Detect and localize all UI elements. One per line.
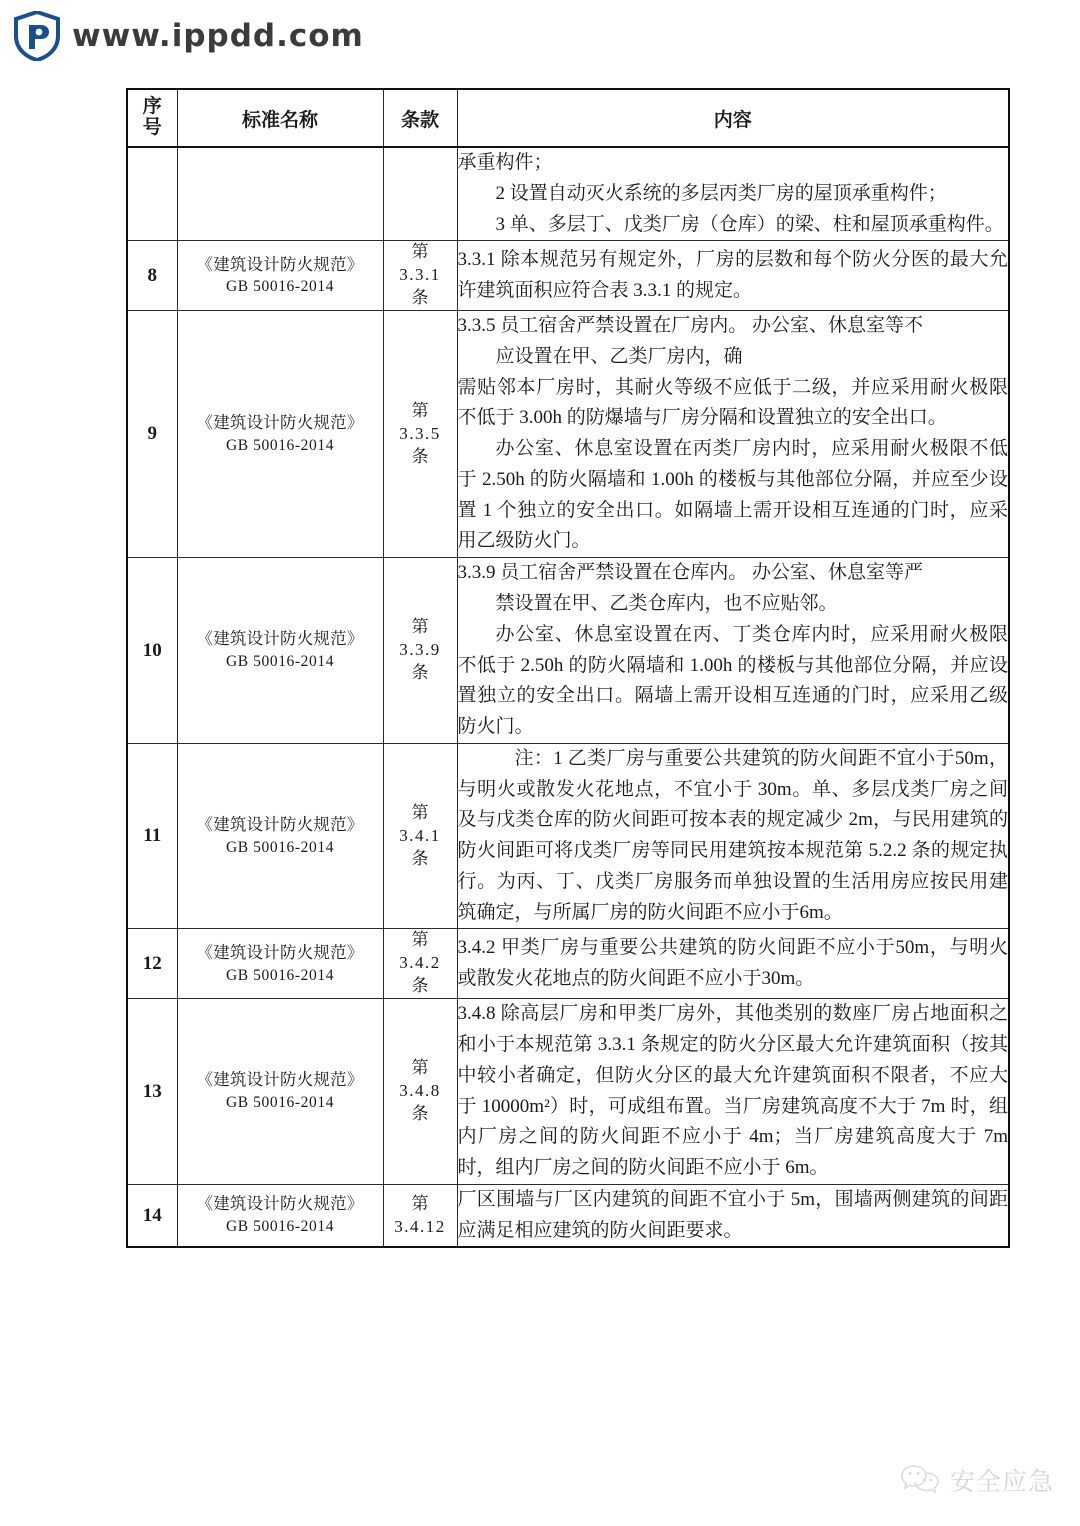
- row-sequence-number: 13: [127, 999, 177, 1185]
- content-paragraph: 注：1 乙类厂房与重要公共建筑的防火间距不宜小于50m，与明火或散发火花地点，不宜小于 30m。单、多层戊类厂房之间及与戊类仓库的防火间距可按本表的规定减少 2m，与民用建筑的防火间距可将戊类厂房等同民用建筑按本规范第 5.2.2 条的规定执行。为丙、丁、戊类厂房服务而单独设置的生活用房应按民用建筑确定，与所属厂房的防火间距不应小于6m。: [457, 747, 1008, 923]
- table-row: [127, 743, 1009, 929]
- row-sequence-number: [127, 147, 177, 241]
- shield-p-logo-icon: [14, 11, 60, 61]
- row-sequence-number: 14: [127, 1184, 177, 1247]
- row-clause-reference: [383, 311, 457, 558]
- standard-title: 《建筑设计防火规范》: [196, 254, 364, 274]
- standard-code: GB 50016-2014: [225, 966, 335, 984]
- content-paragraph: 2 设置自动灭火系统的多层丙类厂房的屋顶承重构件；: [495, 182, 947, 204]
- clause-prefix: 第: [411, 242, 429, 262]
- row-standard-name: [177, 743, 383, 929]
- row-clause-reference: [383, 147, 457, 241]
- row-content: [457, 241, 1009, 311]
- clause-prefix: 第: [411, 802, 429, 822]
- row-clause-reference: [383, 999, 457, 1185]
- site-brand-bar: [0, 0, 1080, 72]
- table-row: [127, 929, 1009, 999]
- content-paragraph: 需贴邻本厂房时，其耐火等级不应低于二级，并应采用耐火极限不低于 3.00h 的防爆墙与厂房分隔和设置独立的安全出口。: [457, 376, 1008, 429]
- clause-prefix: 第: [411, 617, 429, 637]
- row-content: [457, 743, 1009, 929]
- header-seq-line1: 序: [142, 96, 162, 118]
- clause-number: 3.3.1: [399, 265, 441, 285]
- standard-code: GB 50016-2014: [225, 278, 335, 296]
- clause-suffix: 条: [411, 288, 429, 308]
- standard-code: GB 50016-2014: [225, 1218, 335, 1236]
- content-paragraph: 3.4.2 甲类厂房与重要公共建筑的防火间距不应小于50m，与明火或散发火花地点的防火间距不应小于30m。: [457, 937, 1008, 989]
- content-paragraph: 3 单、多层丁、戊类厂房（仓库）的梁、柱和屋顶承重构件。: [495, 213, 1004, 235]
- clause-number: 3.4.2: [399, 953, 441, 973]
- table-row: [127, 999, 1009, 1185]
- row-standard-name: [177, 311, 383, 558]
- header-clause: 条款: [383, 89, 457, 147]
- standard-code: GB 50016-2014: [225, 653, 335, 671]
- row-content: [457, 999, 1009, 1185]
- row-standard-name: [177, 558, 383, 744]
- row-clause-reference: [383, 1184, 457, 1247]
- row-clause-reference: [383, 241, 457, 311]
- row-clause-reference: [383, 558, 457, 744]
- clause-suffix: 条: [411, 976, 429, 996]
- row-content: [457, 929, 1009, 999]
- row-content: [457, 1184, 1009, 1247]
- clause-prefix: 第: [411, 930, 429, 950]
- header-seq: [127, 89, 177, 147]
- clause-number: 3.4.8: [399, 1081, 441, 1101]
- header-content: 内容: [457, 89, 1009, 147]
- clause-prefix: 第: [411, 1193, 429, 1213]
- site-url-label: www.ippdd.com: [72, 18, 364, 54]
- clause-suffix: 条: [411, 446, 429, 466]
- row-sequence-number: 11: [127, 743, 177, 929]
- clause-suffix: 条: [411, 848, 429, 868]
- standard-title: 《建筑设计防火规范》: [196, 1194, 364, 1214]
- standard-title: 《建筑设计防火规范》: [196, 629, 364, 649]
- content-paragraph: 禁设置在甲、乙类仓库内，也不应贴邻。: [495, 593, 838, 614]
- row-sequence-number: 10: [127, 558, 177, 744]
- standard-code: GB 50016-2014: [225, 838, 335, 856]
- clause-number: 3.4.1: [399, 825, 441, 845]
- row-standard-name: [177, 999, 383, 1185]
- standard-title: 《建筑设计防火规范》: [196, 1070, 364, 1090]
- table-row: [127, 558, 1009, 744]
- standard-title: 《建筑设计防火规范》: [196, 412, 364, 432]
- header-seq-line2: 号: [142, 117, 162, 138]
- clause-suffix: 条: [411, 663, 429, 682]
- row-sequence-number: 12: [127, 929, 177, 999]
- table-row: [127, 311, 1009, 558]
- content-paragraph: 承重构件；: [457, 152, 553, 173]
- footer-watermark-label: 安全应急: [949, 1467, 1054, 1496]
- standard-code: GB 50016-2014: [225, 1094, 335, 1112]
- row-content: [457, 147, 1009, 241]
- footer-watermark: [900, 1462, 1054, 1498]
- table-body: [127, 147, 1009, 1247]
- content-paragraph: 办公室、休息室设置在丙、丁类仓库内时，应采用耐火极限不低于 2.50h 的防火隔墙和 1.00h 的楼板与其他部位分隔，并应设置独立的安全出口。隔墙上需开设相互连通的门时，应采用乙级防火门。: [457, 623, 1008, 738]
- clause-suffix: 条: [411, 1104, 429, 1123]
- clause-number: 3.3.9: [399, 640, 441, 660]
- table-row: [127, 241, 1009, 311]
- row-sequence-number: 9: [127, 311, 177, 558]
- row-content: [457, 558, 1009, 744]
- content-paragraph: 3.3.5 员工宿舍严禁设置在厂房内。 办公室、休息室等不: [457, 315, 924, 337]
- clause-number: 3.4.12: [394, 1216, 446, 1236]
- header-standard-name: 标准名称: [177, 89, 383, 147]
- clause-prefix: 第: [411, 400, 429, 420]
- row-standard-name: [177, 147, 383, 241]
- table-row: [127, 1184, 1009, 1247]
- clause-prefix: 第: [411, 1058, 429, 1078]
- content-paragraph: 3.3.1 除本规范另有规定外，厂房的层数和每个防火分医的最大允许建筑面积应符合表 3.3.1 的规定。: [457, 248, 1008, 301]
- fire-code-requirements-table: [126, 88, 1010, 1248]
- clause-number: 3.3.5: [399, 423, 441, 443]
- row-standard-name: [177, 929, 383, 999]
- table-header-row: [127, 89, 1009, 147]
- content-paragraph: 办公室、休息室设置在丙类厂房内时，应采用耐火极限不低于 2.50h 的防火隔墙和 1.00h 的楼板与其他部位分隔，并应至少设置 1 个独立的安全出口。如隔墙上需开设相互连通的门时，应采用乙级防火门。: [457, 438, 1008, 552]
- wechat-icon: [900, 1463, 940, 1497]
- content-paragraph: 3.3.9 员工宿舍严禁设置在仓库内。 办公室、休息室等严: [457, 562, 924, 584]
- content-paragraph: 应设置在甲、乙类厂房内，确: [495, 345, 743, 367]
- content-paragraph: 3.4.8 除高层厂房和甲类厂房外，其他类别的数座厂房占地面积之和小于本规范第 3.3.1 条规定的防火分区最大允许建筑面积（按其中较小者确定，但防火分区的最大允许建筑面积不限者，不应大于 10000m²）时，可成组布置。当厂房建筑高度不大于 7m 时，组内厂房之间的防火间距不应小于 4m；当厂房建筑高度大于 7m 时，组内厂房之间的防火间距不应小于 6m。: [457, 1003, 1008, 1179]
- table-row: [127, 147, 1009, 241]
- standard-code: GB 50016-2014: [225, 436, 335, 454]
- row-sequence-number: 8: [127, 241, 177, 311]
- standard-title: 《建筑设计防火规范》: [196, 814, 364, 834]
- standard-title: 《建筑设计防火规范》: [196, 942, 364, 962]
- row-content: [457, 311, 1009, 558]
- row-clause-reference: [383, 929, 457, 999]
- row-standard-name: [177, 241, 383, 311]
- row-clause-reference: [383, 743, 457, 929]
- row-standard-name: [177, 1184, 383, 1247]
- content-paragraph: 厂区围墙与厂区内建筑的间距不宜小于 5m，围墙两侧建筑的间距应满足相应建筑的防火间距要求。: [457, 1188, 1008, 1241]
